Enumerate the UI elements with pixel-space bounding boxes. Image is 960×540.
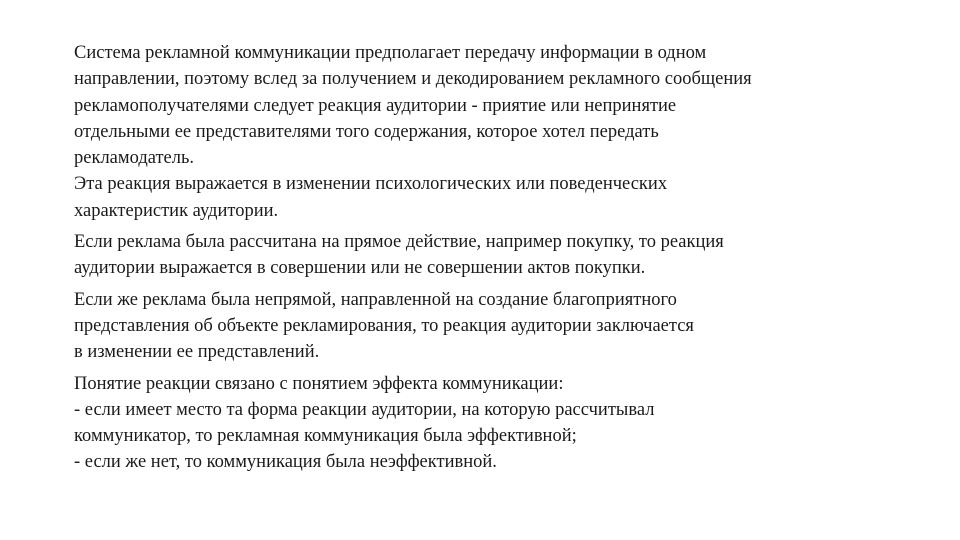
text-line: отдельными ее представителями того содержания, которое хотел передать — [74, 121, 659, 142]
list-item: - если же нет, то коммуникация была неэффективной. — [74, 452, 497, 473]
text-line: коммуникатор, то рекламная коммуникация была эффективной; — [74, 426, 577, 447]
paragraph-4 — [74, 371, 904, 476]
text-line: рекламодатель. — [74, 148, 195, 169]
paragraph-2 — [74, 229, 904, 282]
text-line: Понятие реакции связано с понятием эффекта коммуникации: — [74, 373, 564, 394]
text-line: в изменении ее представлений. — [74, 342, 320, 363]
text-line: Система рекламной коммуникации предполагает передачу информации в одном — [74, 43, 707, 63]
text-line: аудитории выражается в совершении или не совершении актов покупки. — [74, 258, 646, 279]
paragraph-3 — [74, 287, 904, 366]
list-item: - если имеет место та форма реакции аудитории, на которую рассчитывал — [74, 399, 655, 420]
text-body — [74, 40, 904, 481]
text-line: направлении, поэтому вслед за получением и декодированием рекламного сообщения — [74, 69, 752, 90]
text-line: Эта реакция выражается в изменении психологических или поведенческих — [74, 174, 668, 195]
text-line: представления об объекте рекламирования, то реакция аудитории заключается — [74, 315, 694, 336]
text-line: Если же реклама была непрямой, направленной на создание благоприятного — [74, 289, 677, 310]
paragraph-1 — [74, 40, 904, 224]
text-line: рекламополучателями следует реакция аудитории - приятие или непринятие — [74, 95, 677, 116]
text-line: характеристик аудитории. — [74, 200, 279, 221]
text-line: Если реклама была рассчитана на прямое действие, например покупку, то реакция — [74, 232, 724, 253]
